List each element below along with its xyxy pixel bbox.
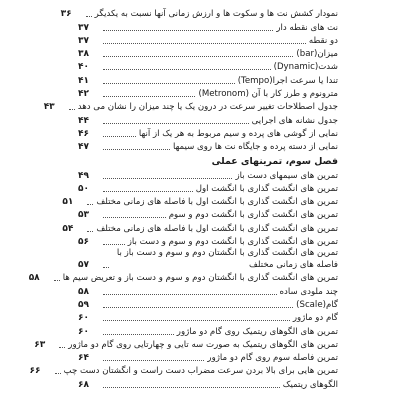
- toc-entry: [28, 271, 338, 284]
- toc-entry-title: تمرین های انگشت گذاری با انگشت دوم و سوم: [168, 210, 338, 221]
- toc-page-number: ۵۳: [78, 210, 89, 221]
- toc-leader-dots: [103, 307, 293, 308]
- toc-entry: [78, 284, 338, 297]
- toc-leader-dots: [103, 123, 249, 124]
- toc-entry-title: تمرین های انگشت گذاری با انگشت اول: [195, 183, 338, 194]
- toc-entry-title: تمرین های انگشت گذاری با انگشت اول با فاصله های زمانی مختلف: [96, 197, 338, 208]
- toc-entry-title: شدت(Dynamic): [273, 62, 338, 73]
- toc-entry-title: گام(Scale): [296, 299, 338, 310]
- toc-entry: [78, 311, 338, 324]
- toc-entry: [78, 87, 338, 100]
- toc-leader-dots: [103, 191, 193, 192]
- toc-entry-title: تمرین های انگشت گذاری با انگشت اول با فاصله های زمانی مختلف: [96, 223, 338, 234]
- toc-leader-dots: [69, 109, 75, 110]
- toc-leader-dots: [103, 149, 170, 150]
- toc-entry: [78, 377, 338, 390]
- toc-page-number: ۴۴: [78, 115, 89, 126]
- toc-leader-dots: [103, 267, 109, 268]
- toc-page-number: ۴۱: [78, 75, 89, 86]
- toc-entry: [60, 7, 338, 20]
- toc-entry: [78, 47, 338, 60]
- toc-leader-dots: [103, 96, 195, 97]
- toc-entry: [78, 20, 338, 33]
- toc-page-number: ۶۰: [78, 313, 89, 324]
- toc-entry-title: نمایی از دسته پرده و جایگاه نت ها روی سیمها: [172, 142, 338, 153]
- chapter-heading: [78, 154, 338, 168]
- toc-page-number: ۵۸: [78, 286, 89, 297]
- toc-entry: [78, 73, 338, 86]
- toc-entry: [78, 127, 338, 140]
- toc-page-number: ۵۸: [28, 273, 40, 284]
- toc-leader-dots: [103, 69, 271, 70]
- toc-entry-title: تمرین های انگشت گذاری با انگشت دوم و سوم و دست باز: [127, 237, 338, 248]
- toc-entry: [78, 351, 338, 364]
- toc-page-number: ۴۷: [78, 142, 89, 153]
- toc-page-number: ۳۶: [60, 9, 72, 20]
- toc-entry-title: مترونوم و طرز کار با آن (Metronom): [198, 89, 338, 100]
- toc-entry-title: الگوهای ریتمیک: [282, 379, 338, 390]
- toc-entry: [78, 235, 338, 248]
- toc-entry-title: چند ملودی ساده: [279, 286, 338, 297]
- toc-entry: [78, 60, 338, 73]
- toc-entry-title: تمرین فاصله سوم روی گام دو ماژور: [207, 353, 338, 364]
- toc-entry: [78, 34, 338, 47]
- toc-entry-title: دو نقطه: [308, 35, 338, 46]
- toc-page-number: ۶۶: [29, 366, 41, 377]
- toc-page-number: ۶۴: [78, 353, 89, 364]
- toc-entry: [62, 195, 338, 208]
- toc-page-number: ۳۸: [78, 49, 89, 60]
- toc-entry: [43, 100, 338, 113]
- toc-leader-dots: [87, 204, 93, 205]
- toc-leader-dots: [103, 136, 136, 137]
- toc-entry-title: تمرین هایی برای بالا بردن سرعت مضراب دست راست و انگشتان دست چپ: [63, 366, 338, 377]
- toc-entry: [78, 182, 338, 195]
- toc-page-number: ۶۸: [78, 379, 89, 390]
- toc-entry: [78, 298, 338, 311]
- toc-page-number: ۴۰: [78, 62, 89, 73]
- toc-page-number: ۵۱: [62, 197, 74, 208]
- toc-entry-title: جدول نشانه های اجرایی: [251, 115, 338, 126]
- toc-leader-dots: [54, 280, 60, 281]
- toc-leader-dots: [103, 83, 235, 84]
- toc-entry: [78, 248, 338, 271]
- toc-entry-title: نمودار کشش نت ها و سکوت ها و ارزش زمانی آنها نسبت به یکدیگر: [94, 9, 338, 20]
- toc-leader-dots: [103, 56, 293, 57]
- toc-entry-title: جدول اصطلاحات تغییر سرعت در درون یک یا چند میزان را نشان می دهد: [77, 102, 338, 113]
- toc-leader-dots: [103, 244, 125, 245]
- toc-leader-dots: [103, 334, 174, 335]
- toc-page-number: ۴۲: [78, 89, 89, 100]
- toc-leader-dots: [86, 16, 92, 17]
- toc-entry-title: تمرین های انگشت گذاری با انگشتان دوم و سوم و دست باز با فاصله های زمانی مختلف: [116, 248, 338, 270]
- toc-page-number: ۵۶: [78, 237, 89, 248]
- toc-leader-dots: [55, 373, 61, 374]
- toc-entry: [78, 324, 338, 337]
- toc-page-number: ۳۷: [78, 22, 89, 33]
- toc-page-number: ۴۳: [43, 102, 55, 113]
- toc-leader-dots: [59, 347, 65, 348]
- toc-page-number: ۳۷: [78, 35, 89, 46]
- toc-page-number: ۴۹: [78, 170, 89, 181]
- toc-entry: [78, 168, 338, 181]
- toc-entry: [78, 113, 338, 126]
- toc-entry-title: تمرین های الگوهای ریتمیک به صورت سه تایی و چهارتایی روی گام دو ماژور: [68, 339, 338, 350]
- toc-entry: [78, 208, 338, 221]
- toc-leader-dots: [103, 43, 306, 44]
- toc-leader-dots: [103, 320, 290, 321]
- toc-entry-title: نت های نقطه دار: [276, 22, 338, 33]
- toc-entry-title: گام دو ماژور: [292, 313, 338, 324]
- toc-page-number: ۶۳: [34, 339, 46, 350]
- toc-page-number: ۶۰: [78, 326, 89, 337]
- toc-leader-dots: [87, 231, 93, 232]
- chapter-heading-title: فصل سوم، تمرینهای عملی: [211, 155, 338, 167]
- toc-page-number: ۵۴: [62, 223, 74, 234]
- toc-page-number: ۵۹: [78, 299, 89, 310]
- toc-entry-title: تمرین های الگوهای ریتمیک روی گام دو ماژور: [176, 326, 338, 337]
- toc-page-number: ۵۰: [78, 183, 89, 194]
- toc-page-number: ۴۶: [78, 128, 89, 139]
- toc-page-number: ۵۷: [78, 260, 89, 271]
- toc-entry-title: نمایی از گوشی های پرده و سیم مربوط به هر یک از آنها: [138, 128, 338, 139]
- toc-entry: [78, 140, 338, 153]
- toc-entry-title: تندا یا سرعت اجرا(Tempo): [237, 75, 338, 86]
- toc-entry: [62, 221, 338, 234]
- toc-leader-dots: [103, 387, 280, 388]
- toc-entry-title: تمرین های سیمهای دست باز: [235, 170, 338, 181]
- toc-entry-title: میزان(bar): [296, 49, 338, 60]
- toc-leader-dots: [103, 178, 232, 179]
- toc-leader-dots: [103, 294, 277, 295]
- toc-entry-title: تمرین های انگشت گذاری با انگشتان دوم و سوم و دست باز و تعریض سیم ها: [62, 273, 338, 284]
- toc-leader-dots: [103, 360, 204, 361]
- toc-entry: [29, 364, 338, 377]
- toc-entry: [34, 338, 338, 351]
- toc-leader-dots: [103, 30, 273, 31]
- toc-leader-dots: [103, 217, 166, 218]
